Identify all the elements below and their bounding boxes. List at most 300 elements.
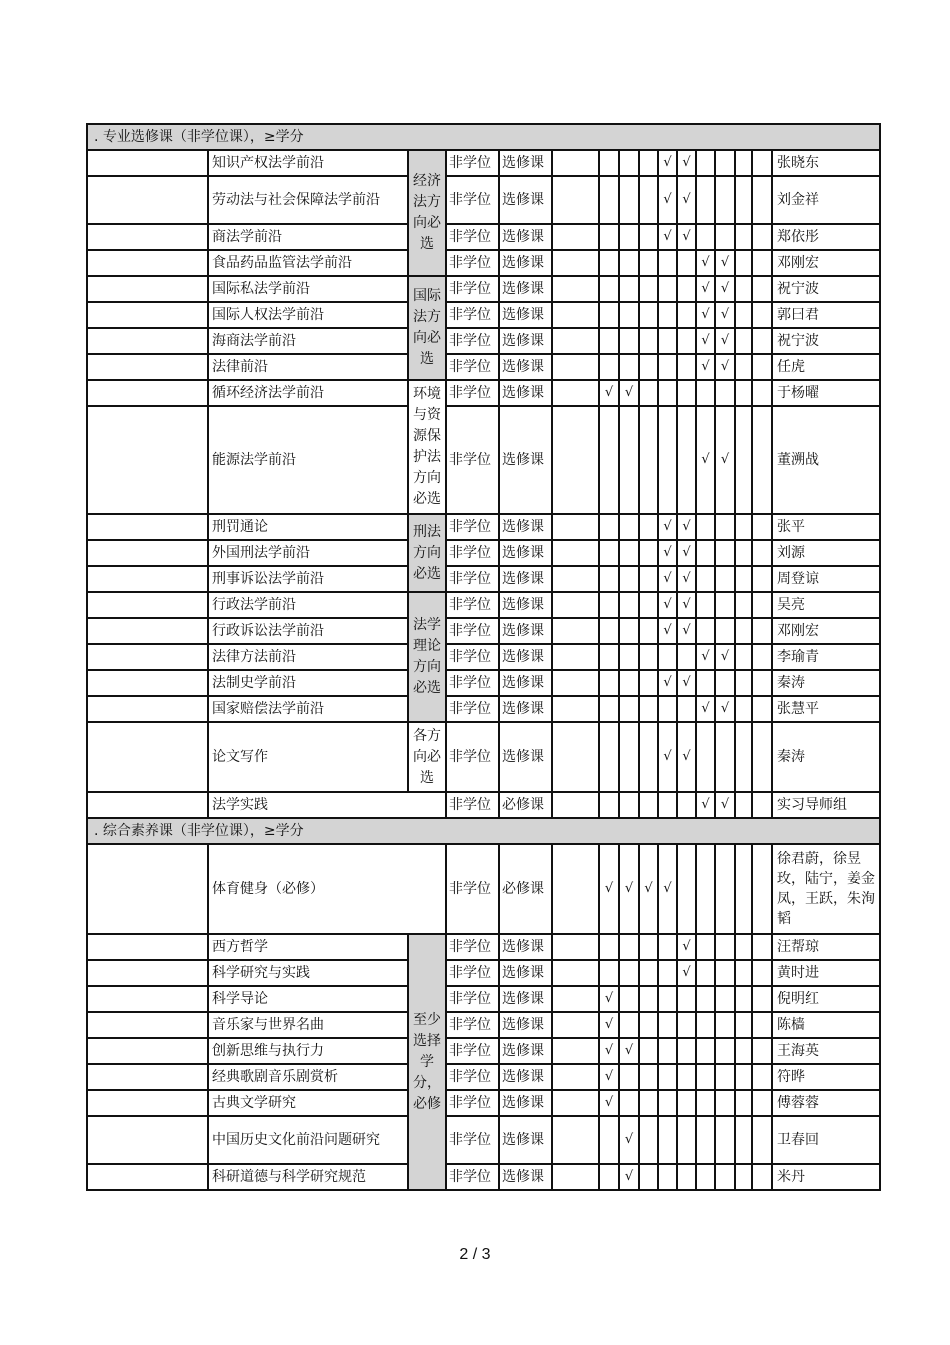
course-type: 选修课: [499, 150, 552, 176]
teacher-name: 任虎: [772, 354, 880, 380]
course-name: 能源法学前沿: [208, 406, 408, 514]
check-mark: [639, 540, 658, 566]
check-mark: √: [715, 406, 735, 514]
check-mark: [599, 302, 619, 328]
check-mark: [752, 150, 772, 176]
teacher-name: 吴亮: [772, 592, 880, 618]
course-name: 海商法学前沿: [208, 328, 408, 354]
check-mark: [677, 1164, 696, 1190]
teacher-name: 傅蓉蓉: [772, 1090, 880, 1116]
check-mark: √: [658, 592, 677, 618]
check-mark: [735, 1164, 752, 1190]
table-row: [87, 354, 880, 380]
check-mark: [752, 592, 772, 618]
check-mark: √: [677, 540, 696, 566]
teacher-name: 张平: [772, 514, 880, 540]
check-mark: [752, 1116, 772, 1164]
check-mark: √: [715, 354, 735, 380]
check-mark: √: [619, 1116, 639, 1164]
course-name: 法制史学前沿: [208, 670, 408, 696]
teacher-name: 秦涛: [772, 670, 880, 696]
check-mark: [599, 406, 619, 514]
degree-type: 非学位: [446, 1064, 499, 1090]
check-mark: [677, 302, 696, 328]
course-name: 体育健身（必修）: [208, 844, 446, 934]
check-mark: [735, 934, 752, 960]
check-mark: [696, 540, 715, 566]
teacher-name: 邓刚宏: [772, 250, 880, 276]
teacher-name: 秦涛: [772, 722, 880, 792]
check-mark: √: [677, 514, 696, 540]
check-mark: [619, 540, 639, 566]
blank-cell: [552, 566, 599, 592]
course-type: 选修课: [499, 380, 552, 406]
check-mark: [735, 150, 752, 176]
check-mark: [639, 592, 658, 618]
blank-cell: [552, 670, 599, 696]
check-mark: [715, 592, 735, 618]
teacher-name: 李瑜青: [772, 644, 880, 670]
check-mark: √: [696, 276, 715, 302]
check-mark: [658, 328, 677, 354]
check-mark: [677, 354, 696, 380]
table-row: [87, 1164, 880, 1190]
degree-type: 非学位: [446, 696, 499, 722]
check-mark: [639, 250, 658, 276]
check-mark: √: [696, 792, 715, 818]
blank-cell: [87, 1164, 208, 1190]
check-mark: [735, 960, 752, 986]
check-mark: [599, 328, 619, 354]
check-mark: [639, 934, 658, 960]
check-mark: [735, 618, 752, 644]
degree-type: 非学位: [446, 592, 499, 618]
check-mark: √: [658, 566, 677, 592]
degree-type: 非学位: [446, 540, 499, 566]
teacher-name: 周登谅: [772, 566, 880, 592]
blank-cell: [87, 1090, 208, 1116]
check-mark: [752, 792, 772, 818]
check-mark: [752, 934, 772, 960]
course-name: 法律前沿: [208, 354, 408, 380]
blank-cell: [552, 1116, 599, 1164]
blank-cell: [552, 540, 599, 566]
teacher-name: 郭曰君: [772, 302, 880, 328]
blank-cell: [552, 792, 599, 818]
check-mark: [715, 986, 735, 1012]
blank-cell: [87, 1064, 208, 1090]
teacher-name: 王海英: [772, 1038, 880, 1064]
degree-type: 非学位: [446, 722, 499, 792]
check-mark: [677, 844, 696, 934]
blank-cell: [552, 986, 599, 1012]
check-mark: √: [715, 250, 735, 276]
check-mark: [735, 406, 752, 514]
check-mark: [677, 696, 696, 722]
check-mark: [658, 1116, 677, 1164]
section-header: . 专业选修课（非学位课），≥学分: [87, 124, 880, 150]
check-mark: [639, 1164, 658, 1190]
table-row: [87, 1090, 880, 1116]
check-mark: [735, 250, 752, 276]
check-mark: [639, 1116, 658, 1164]
blank-cell: [552, 644, 599, 670]
course-type: 选修课: [499, 224, 552, 250]
check-mark: [696, 380, 715, 406]
blank-cell: [552, 1064, 599, 1090]
check-mark: [658, 644, 677, 670]
check-mark: √: [677, 150, 696, 176]
teacher-name: 徐君蔚，徐昱玫，陆宁，姜金凤，王跃，朱洵韬: [772, 844, 880, 934]
check-mark: √: [658, 150, 677, 176]
check-mark: [639, 1064, 658, 1090]
blank-cell: [87, 844, 208, 934]
course-type: 选修课: [499, 176, 552, 224]
check-mark: [735, 792, 752, 818]
degree-type: 非学位: [446, 644, 499, 670]
check-mark: [715, 176, 735, 224]
check-mark: [599, 696, 619, 722]
table-row: [87, 566, 880, 592]
blank-cell: [552, 514, 599, 540]
course-type: 选修课: [499, 566, 552, 592]
check-mark: [658, 1164, 677, 1190]
section-header: . 综合素养课（非学位课），≥学分: [87, 818, 880, 844]
blank-cell: [87, 696, 208, 722]
table-row: [87, 722, 880, 792]
table-row: [87, 176, 880, 224]
check-mark: [619, 934, 639, 960]
degree-type: 非学位: [446, 354, 499, 380]
check-mark: [677, 1012, 696, 1038]
course-name: 循环经济法学前沿: [208, 380, 408, 406]
check-mark: [696, 1116, 715, 1164]
check-mark: √: [715, 644, 735, 670]
check-mark: [752, 844, 772, 934]
check-mark: [735, 514, 752, 540]
check-mark: √: [658, 176, 677, 224]
blank-cell: [552, 354, 599, 380]
check-mark: [735, 354, 752, 380]
table-row: [87, 844, 880, 934]
check-mark: [619, 670, 639, 696]
course-type: 选修课: [499, 670, 552, 696]
check-mark: [752, 1038, 772, 1064]
check-mark: [752, 1090, 772, 1116]
section-header-row: [87, 818, 880, 844]
check-mark: [619, 406, 639, 514]
blank-cell: [552, 696, 599, 722]
check-mark: [599, 792, 619, 818]
degree-type: 非学位: [446, 276, 499, 302]
course-type: 必修课: [499, 844, 552, 934]
check-mark: [677, 406, 696, 514]
check-mark: [715, 1164, 735, 1190]
check-mark: [619, 302, 639, 328]
check-mark: [696, 1064, 715, 1090]
check-mark: [619, 150, 639, 176]
check-mark: [599, 592, 619, 618]
check-mark: [735, 670, 752, 696]
teacher-name: 卫春回: [772, 1116, 880, 1164]
check-mark: [599, 540, 619, 566]
check-mark: [696, 986, 715, 1012]
degree-type: 非学位: [446, 1116, 499, 1164]
check-mark: [696, 514, 715, 540]
check-mark: √: [599, 1090, 619, 1116]
check-mark: [639, 406, 658, 514]
blank-cell: [87, 670, 208, 696]
check-mark: [619, 176, 639, 224]
check-mark: [619, 592, 639, 618]
course-name: 科学研究与实践: [208, 960, 408, 986]
check-mark: [735, 302, 752, 328]
check-mark: [658, 986, 677, 1012]
check-mark: [658, 354, 677, 380]
teacher-name: 郑依彤: [772, 224, 880, 250]
check-mark: [619, 276, 639, 302]
check-mark: [599, 250, 619, 276]
course-type: 选修课: [499, 514, 552, 540]
degree-type: 非学位: [446, 986, 499, 1012]
blank-cell: [87, 540, 208, 566]
teacher-name: 符晔: [772, 1064, 880, 1090]
course-name: 法律方法前沿: [208, 644, 408, 670]
blank-cell: [552, 276, 599, 302]
check-mark: [752, 176, 772, 224]
course-name: 行政法学前沿: [208, 592, 408, 618]
course-name: 论文写作: [208, 722, 408, 792]
check-mark: [752, 250, 772, 276]
check-mark: [599, 722, 619, 792]
check-mark: [619, 986, 639, 1012]
degree-type: 非学位: [446, 618, 499, 644]
check-mark: √: [677, 934, 696, 960]
check-mark: [639, 1038, 658, 1064]
check-mark: √: [696, 406, 715, 514]
check-mark: √: [715, 696, 735, 722]
check-mark: [658, 380, 677, 406]
check-mark: [677, 328, 696, 354]
check-mark: [735, 986, 752, 1012]
check-mark: [752, 514, 772, 540]
check-mark: √: [658, 670, 677, 696]
check-mark: [599, 354, 619, 380]
blank-cell: [552, 250, 599, 276]
check-mark: [715, 514, 735, 540]
category-cell: 刑法方向必选: [408, 514, 446, 592]
check-mark: √: [677, 566, 696, 592]
check-mark: [715, 1038, 735, 1064]
course-name: 中国历史文化前沿问题研究: [208, 1116, 408, 1164]
teacher-name: 祝宁波: [772, 328, 880, 354]
blank-cell: [552, 1164, 599, 1190]
check-mark: [696, 934, 715, 960]
course-name: 劳动法与社会保障法学前沿: [208, 176, 408, 224]
table-row: [87, 1012, 880, 1038]
check-mark: [677, 250, 696, 276]
teacher-name: 于杨曜: [772, 380, 880, 406]
check-mark: √: [599, 844, 619, 934]
check-mark: [658, 1090, 677, 1116]
check-mark: √: [696, 302, 715, 328]
table-row: [87, 960, 880, 986]
teacher-name: 张慧平: [772, 696, 880, 722]
check-mark: √: [658, 844, 677, 934]
blank-cell: [87, 276, 208, 302]
blank-cell: [552, 592, 599, 618]
course-type: 选修课: [499, 1064, 552, 1090]
check-mark: [639, 354, 658, 380]
check-mark: √: [696, 644, 715, 670]
check-mark: [639, 1090, 658, 1116]
teacher-name: 祝宁波: [772, 276, 880, 302]
course-type: 选修课: [499, 328, 552, 354]
check-mark: [752, 1064, 772, 1090]
course-type: 选修课: [499, 722, 552, 792]
course-type: 选修课: [499, 618, 552, 644]
check-mark: √: [677, 592, 696, 618]
blank-cell: [87, 960, 208, 986]
check-mark: √: [677, 176, 696, 224]
course-type: 选修课: [499, 592, 552, 618]
degree-type: 非学位: [446, 1012, 499, 1038]
check-mark: [658, 406, 677, 514]
check-mark: [619, 328, 639, 354]
check-mark: [696, 960, 715, 986]
check-mark: [752, 566, 772, 592]
check-mark: [658, 1064, 677, 1090]
check-mark: √: [696, 250, 715, 276]
check-mark: √: [715, 792, 735, 818]
check-mark: [735, 644, 752, 670]
check-mark: [677, 792, 696, 818]
check-mark: √: [658, 722, 677, 792]
check-mark: [752, 1164, 772, 1190]
check-mark: [715, 150, 735, 176]
course-type: 选修课: [499, 1164, 552, 1190]
check-mark: [639, 722, 658, 792]
check-mark: [619, 250, 639, 276]
table-row: [87, 302, 880, 328]
course-name: 刑事诉讼法学前沿: [208, 566, 408, 592]
check-mark: [619, 696, 639, 722]
check-mark: [599, 176, 619, 224]
degree-type: 非学位: [446, 566, 499, 592]
table-row: [87, 514, 880, 540]
check-mark: √: [599, 1064, 619, 1090]
blank-cell: [552, 380, 599, 406]
blank-cell: [87, 406, 208, 514]
check-mark: √: [677, 670, 696, 696]
check-mark: [735, 176, 752, 224]
table-row: [87, 792, 880, 818]
check-mark: [735, 844, 752, 934]
degree-type: 非学位: [446, 176, 499, 224]
check-mark: √: [677, 960, 696, 986]
check-mark: [696, 566, 715, 592]
check-mark: [715, 1090, 735, 1116]
check-mark: [677, 380, 696, 406]
check-mark: √: [677, 224, 696, 250]
table-row: [87, 380, 880, 406]
table-row: [87, 276, 880, 302]
check-mark: [639, 986, 658, 1012]
category-cell: 法学理论方向必选: [408, 592, 446, 722]
blank-cell: [87, 514, 208, 540]
check-mark: [639, 566, 658, 592]
blank-cell: [552, 722, 599, 792]
teacher-name: 倪明红: [772, 986, 880, 1012]
check-mark: [715, 224, 735, 250]
course-type: 选修课: [499, 696, 552, 722]
blank-cell: [87, 792, 208, 818]
course-name: 古典文学研究: [208, 1090, 408, 1116]
check-mark: [658, 250, 677, 276]
check-mark: [619, 354, 639, 380]
teacher-name: 刘金祥: [772, 176, 880, 224]
check-mark: [677, 1090, 696, 1116]
table-row: [87, 618, 880, 644]
course-type: 选修课: [499, 1038, 552, 1064]
check-mark: [599, 670, 619, 696]
course-name: 国家赔偿法学前沿: [208, 696, 408, 722]
degree-type: 非学位: [446, 1090, 499, 1116]
check-mark: [658, 934, 677, 960]
check-mark: [735, 1090, 752, 1116]
check-mark: [677, 1116, 696, 1164]
check-mark: [735, 328, 752, 354]
check-mark: [696, 1090, 715, 1116]
check-mark: [715, 844, 735, 934]
check-mark: [735, 540, 752, 566]
check-mark: √: [619, 1038, 639, 1064]
check-mark: [735, 1038, 752, 1064]
check-mark: √: [658, 224, 677, 250]
check-mark: √: [639, 844, 658, 934]
degree-type: 非学位: [446, 406, 499, 514]
course-name: 创新思维与执行力: [208, 1038, 408, 1064]
teacher-name: 刘源: [772, 540, 880, 566]
check-mark: [599, 644, 619, 670]
course-name: 科研道德与科学研究规范: [208, 1164, 408, 1190]
check-mark: [658, 696, 677, 722]
table-row: [87, 540, 880, 566]
teacher-name: 实习导师组: [772, 792, 880, 818]
degree-type: 非学位: [446, 844, 499, 934]
course-type: 选修课: [499, 354, 552, 380]
blank-cell: [87, 250, 208, 276]
check-mark: [639, 380, 658, 406]
check-mark: [619, 960, 639, 986]
check-mark: [715, 722, 735, 792]
check-mark: [599, 934, 619, 960]
check-mark: [752, 696, 772, 722]
degree-type: 非学位: [446, 1038, 499, 1064]
blank-cell: [552, 302, 599, 328]
blank-cell: [87, 176, 208, 224]
check-mark: [658, 1038, 677, 1064]
course-type: 必修课: [499, 792, 552, 818]
blank-cell: [87, 354, 208, 380]
check-mark: [715, 1064, 735, 1090]
check-mark: [735, 276, 752, 302]
course-name: 国际私法学前沿: [208, 276, 408, 302]
check-mark: [677, 276, 696, 302]
teacher-name: 米丹: [772, 1164, 880, 1190]
check-mark: [619, 1064, 639, 1090]
check-mark: √: [619, 380, 639, 406]
